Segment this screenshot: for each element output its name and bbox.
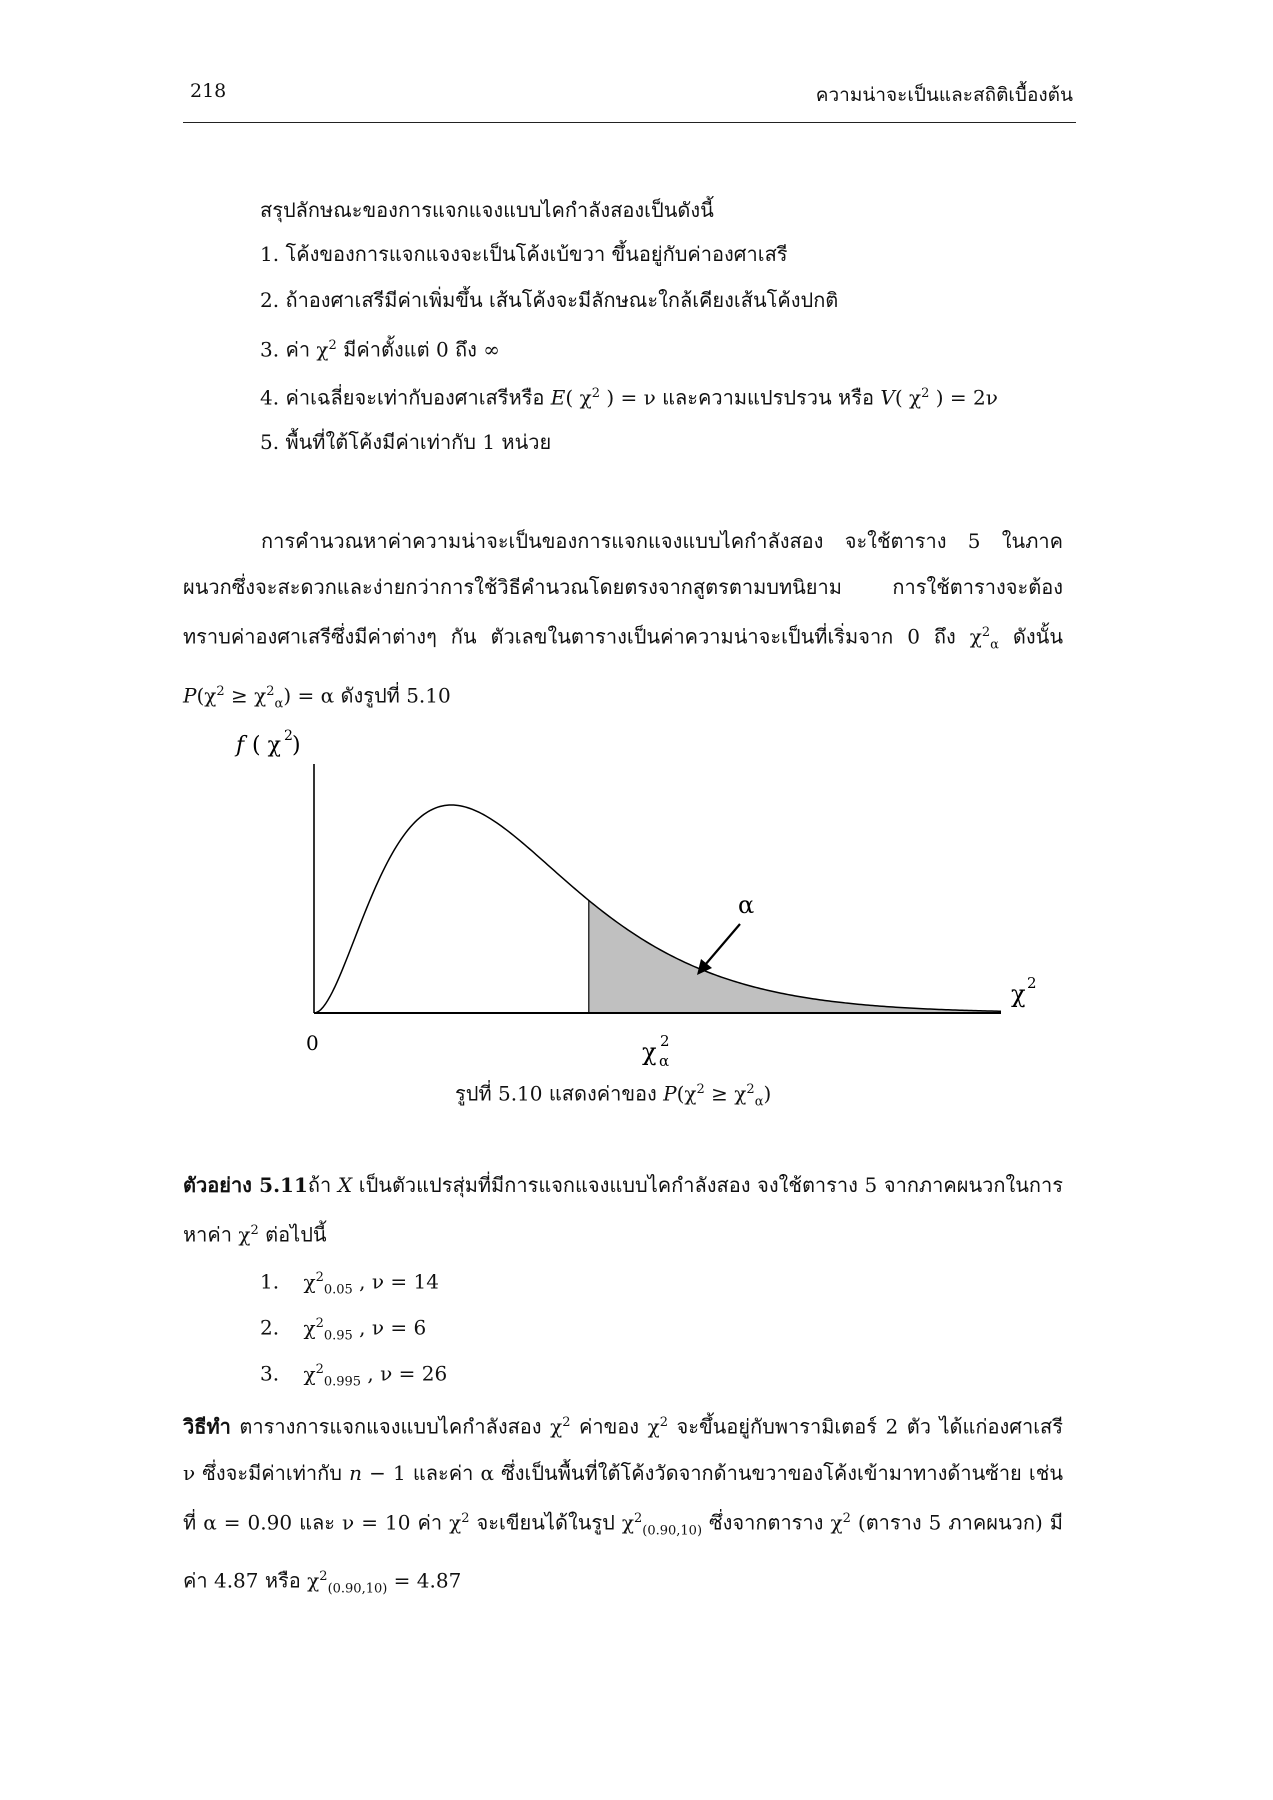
superscript: 2 xyxy=(842,1510,851,1526)
example-text: ถ้า xyxy=(307,1173,338,1197)
superscript: 2 xyxy=(981,625,991,640)
expr-part: ) = α xyxy=(283,683,335,708)
summary-item-3 xyxy=(260,332,500,364)
solution-text: (ตาราง 5 ภาคผนวก) มีค่า 4.87 หรือ χ xyxy=(183,1510,1063,1593)
superscript: 2 xyxy=(696,1082,705,1097)
superscript: 2 xyxy=(746,1082,755,1097)
superscript: 2 xyxy=(633,1510,643,1526)
paragraph-text-mid: ดังนั้น xyxy=(998,624,1063,649)
item-text: โค้งของการแจกแจงจะเป็นโค้งเบ้ขวา ขึ้นอยู่กับค่าองศาเสรี xyxy=(285,242,788,266)
running-title: ความน่าจะเป็นและสถิติเบื้องต้น xyxy=(815,84,1073,106)
superscript: 2 xyxy=(315,1362,324,1377)
caption-prefix: รูปที่ 5.10 แสดงค่าของ xyxy=(455,1081,664,1106)
item-text-pre: ค่า χ xyxy=(285,337,329,362)
variance-symbol: V xyxy=(880,385,895,410)
chi-symbol: χ xyxy=(303,1315,316,1340)
superscript: 2 xyxy=(315,1316,324,1331)
solution-text: จะเขียนได้ในรูป χ xyxy=(469,1510,634,1535)
item-text-e: ) = ν และความแปรปรวน หรือ xyxy=(599,385,881,410)
random-variable-symbol: X xyxy=(337,1173,353,1197)
caption-ge: ≥ χ xyxy=(704,1081,747,1106)
x-axis-label-sup: 2 xyxy=(1027,974,1037,992)
item-rest: , ν = 26 xyxy=(361,1361,448,1386)
superscript: 2 xyxy=(921,386,930,401)
header-rule xyxy=(183,122,1076,123)
item-number: 1. xyxy=(260,242,280,266)
item-text-post: มีค่าตั้งแต่ 0 ถึง ∞ xyxy=(336,337,500,362)
critical-value-label: χ xyxy=(642,1038,657,1066)
summary-item-1 xyxy=(260,240,788,268)
page-number: 218 xyxy=(190,80,227,102)
y-axis-label-f: f xyxy=(236,733,245,758)
subscript: α xyxy=(990,637,999,653)
item-number: 2. xyxy=(260,1315,280,1340)
origin-label: 0 xyxy=(306,1031,319,1055)
solution-label: วิธีทำ xyxy=(183,1414,231,1439)
alpha-label: α xyxy=(738,891,755,919)
chi-square-figure xyxy=(0,700,1273,1120)
paragraph-tail: ดังรูปที่ 5.10 xyxy=(334,683,451,708)
summary-item-2 xyxy=(260,286,838,314)
chi-symbol: χ xyxy=(303,1269,316,1294)
superscript: 2 xyxy=(319,1569,328,1585)
superscript: 2 xyxy=(315,1270,324,1285)
probability-symbol: P xyxy=(183,683,197,708)
subscript: 0.995 xyxy=(323,1374,362,1390)
superscript: 2 xyxy=(659,1415,668,1430)
solution-text: จะขึ้นอยู่กับพารามิเตอร์ 2 ตัว ได้แก่องศาเสรี ν ซึ่งจะมีค่าเท่ากับ xyxy=(183,1414,1063,1485)
superscript: 2 xyxy=(328,338,337,353)
item-text: พื้นที่ใต้โค้งมีค่าเท่ากับ 1 หน่วย xyxy=(285,430,552,454)
figure-caption xyxy=(455,1076,771,1117)
x-axis-label: χ xyxy=(1011,980,1026,1008)
solution-text: ตารางการแจกแจงแบบไคกำลังสอง χ xyxy=(230,1414,563,1439)
subscript: 0.05 xyxy=(323,1282,353,1298)
expr-part: ≥ χ xyxy=(224,683,267,708)
expectation-symbol: E xyxy=(550,385,566,410)
item-text-g: ( χ xyxy=(894,385,922,410)
y-axis-label-sup: 2 xyxy=(284,728,293,744)
item-rest: , ν = 6 xyxy=(352,1315,427,1340)
item-text: ถ้าองศาเสรีมีค่าเพิ่มขึ้น เส้นโค้งจะมีลักษณะใกล้เคียงเส้นโค้งปกติ xyxy=(285,288,839,312)
expr-part: (χ xyxy=(196,683,217,708)
caption-probability-symbol: P xyxy=(663,1081,677,1106)
superscript: 2 xyxy=(216,683,225,699)
item-number: 5. xyxy=(260,430,280,454)
superscript: 2 xyxy=(266,683,275,699)
superscript: 2 xyxy=(250,1223,259,1238)
solution-text: = 4.87 xyxy=(387,1568,462,1593)
example-item-3 xyxy=(260,1356,447,1397)
subscript: (0.90,10) xyxy=(327,1581,388,1597)
item-number: 3. xyxy=(260,337,280,362)
critical-value-sub: α xyxy=(659,1052,670,1070)
y-axis-label-close: ) xyxy=(292,733,301,758)
example-item-2 xyxy=(260,1310,426,1351)
superscript: 2 xyxy=(562,1415,571,1430)
solution-paragraph xyxy=(183,1400,1063,1613)
chi-symbol: χ xyxy=(969,624,982,649)
summary-item-4 xyxy=(260,380,998,412)
sample-size-symbol: n xyxy=(349,1460,362,1485)
subscript: α xyxy=(274,696,284,712)
item-rest: , ν = 14 xyxy=(352,1269,439,1294)
summary-intro: สรุปลักษณะของการแจกแจงแบบไคกำลังสองเป็นดังนี้ xyxy=(260,198,714,222)
example-item-1 xyxy=(260,1264,439,1305)
paragraph-text: การคำนวณหาค่าความน่าจะเป็นของการแจกแจงแบบไคกำลังสอง จะใช้ตาราง 5 ในภาคผนวกซึ่งจะสะดวกและง่ายกว่าการใช้วิธีคำนวณโดยตรงจากสูตรตามบทนิยาม การใช้ตารางจะต้องทราบค่าองศาเสรีซึ่งมีค่าต่างๆ กัน ตัวเลขในตารางเป็นค่าความน่าจะเป็นที่เริ่มจาก 0 ถึง xyxy=(183,529,1063,649)
solution-text: − 1 และค่า α ซึ่งเป็นพื้นที่ใต้โค้งวัดจากด้านขวาของโค้งเข้ามาทางด้านซ้าย เช่น ที่ α = 0.90 และ ν = 10 ค่า χ xyxy=(183,1460,1063,1535)
solution-text: ค่าของ χ xyxy=(570,1414,660,1439)
subscript: α xyxy=(754,1094,764,1110)
example-label: ตัวอย่าง 5.11 xyxy=(183,1173,308,1197)
caption-expr: (χ xyxy=(676,1081,697,1106)
alpha-arrow xyxy=(705,924,740,965)
caption-close: ) xyxy=(763,1081,772,1106)
item-text-c: ( χ xyxy=(565,385,592,410)
critical-value-sup: 2 xyxy=(660,1032,670,1050)
solution-text: ซึ่งจากตาราง χ xyxy=(702,1510,843,1535)
example-text: เป็นตัวแปรสุ่มที่มีการแจกแจงแบบไคกำลังสอง จงใช้ตาราง 5 จากภาคผนวกในการหาค่า χ xyxy=(183,1173,1063,1247)
subscript: (0.90,10) xyxy=(642,1523,703,1539)
item-number: 3. xyxy=(260,1361,280,1386)
superscript: 2 xyxy=(461,1510,470,1526)
item-text-a: ค่าเฉลี่ยจะเท่ากับองศาเสรีหรือ xyxy=(285,385,551,410)
item-number: 1. xyxy=(260,1269,280,1294)
subscript: 0.95 xyxy=(323,1328,353,1344)
item-number: 4. xyxy=(260,385,280,410)
example-text: ต่อไปนี้ xyxy=(258,1222,327,1247)
body-paragraph xyxy=(183,518,1063,727)
item-text-i: ) = 2ν xyxy=(929,385,998,410)
summary-item-5 xyxy=(260,428,551,456)
superscript: 2 xyxy=(591,386,600,401)
example-paragraph xyxy=(183,1162,1063,1258)
y-axis-label-paren: ( χ xyxy=(252,733,281,758)
item-number: 2. xyxy=(260,288,280,312)
chi-symbol: χ xyxy=(303,1361,316,1386)
